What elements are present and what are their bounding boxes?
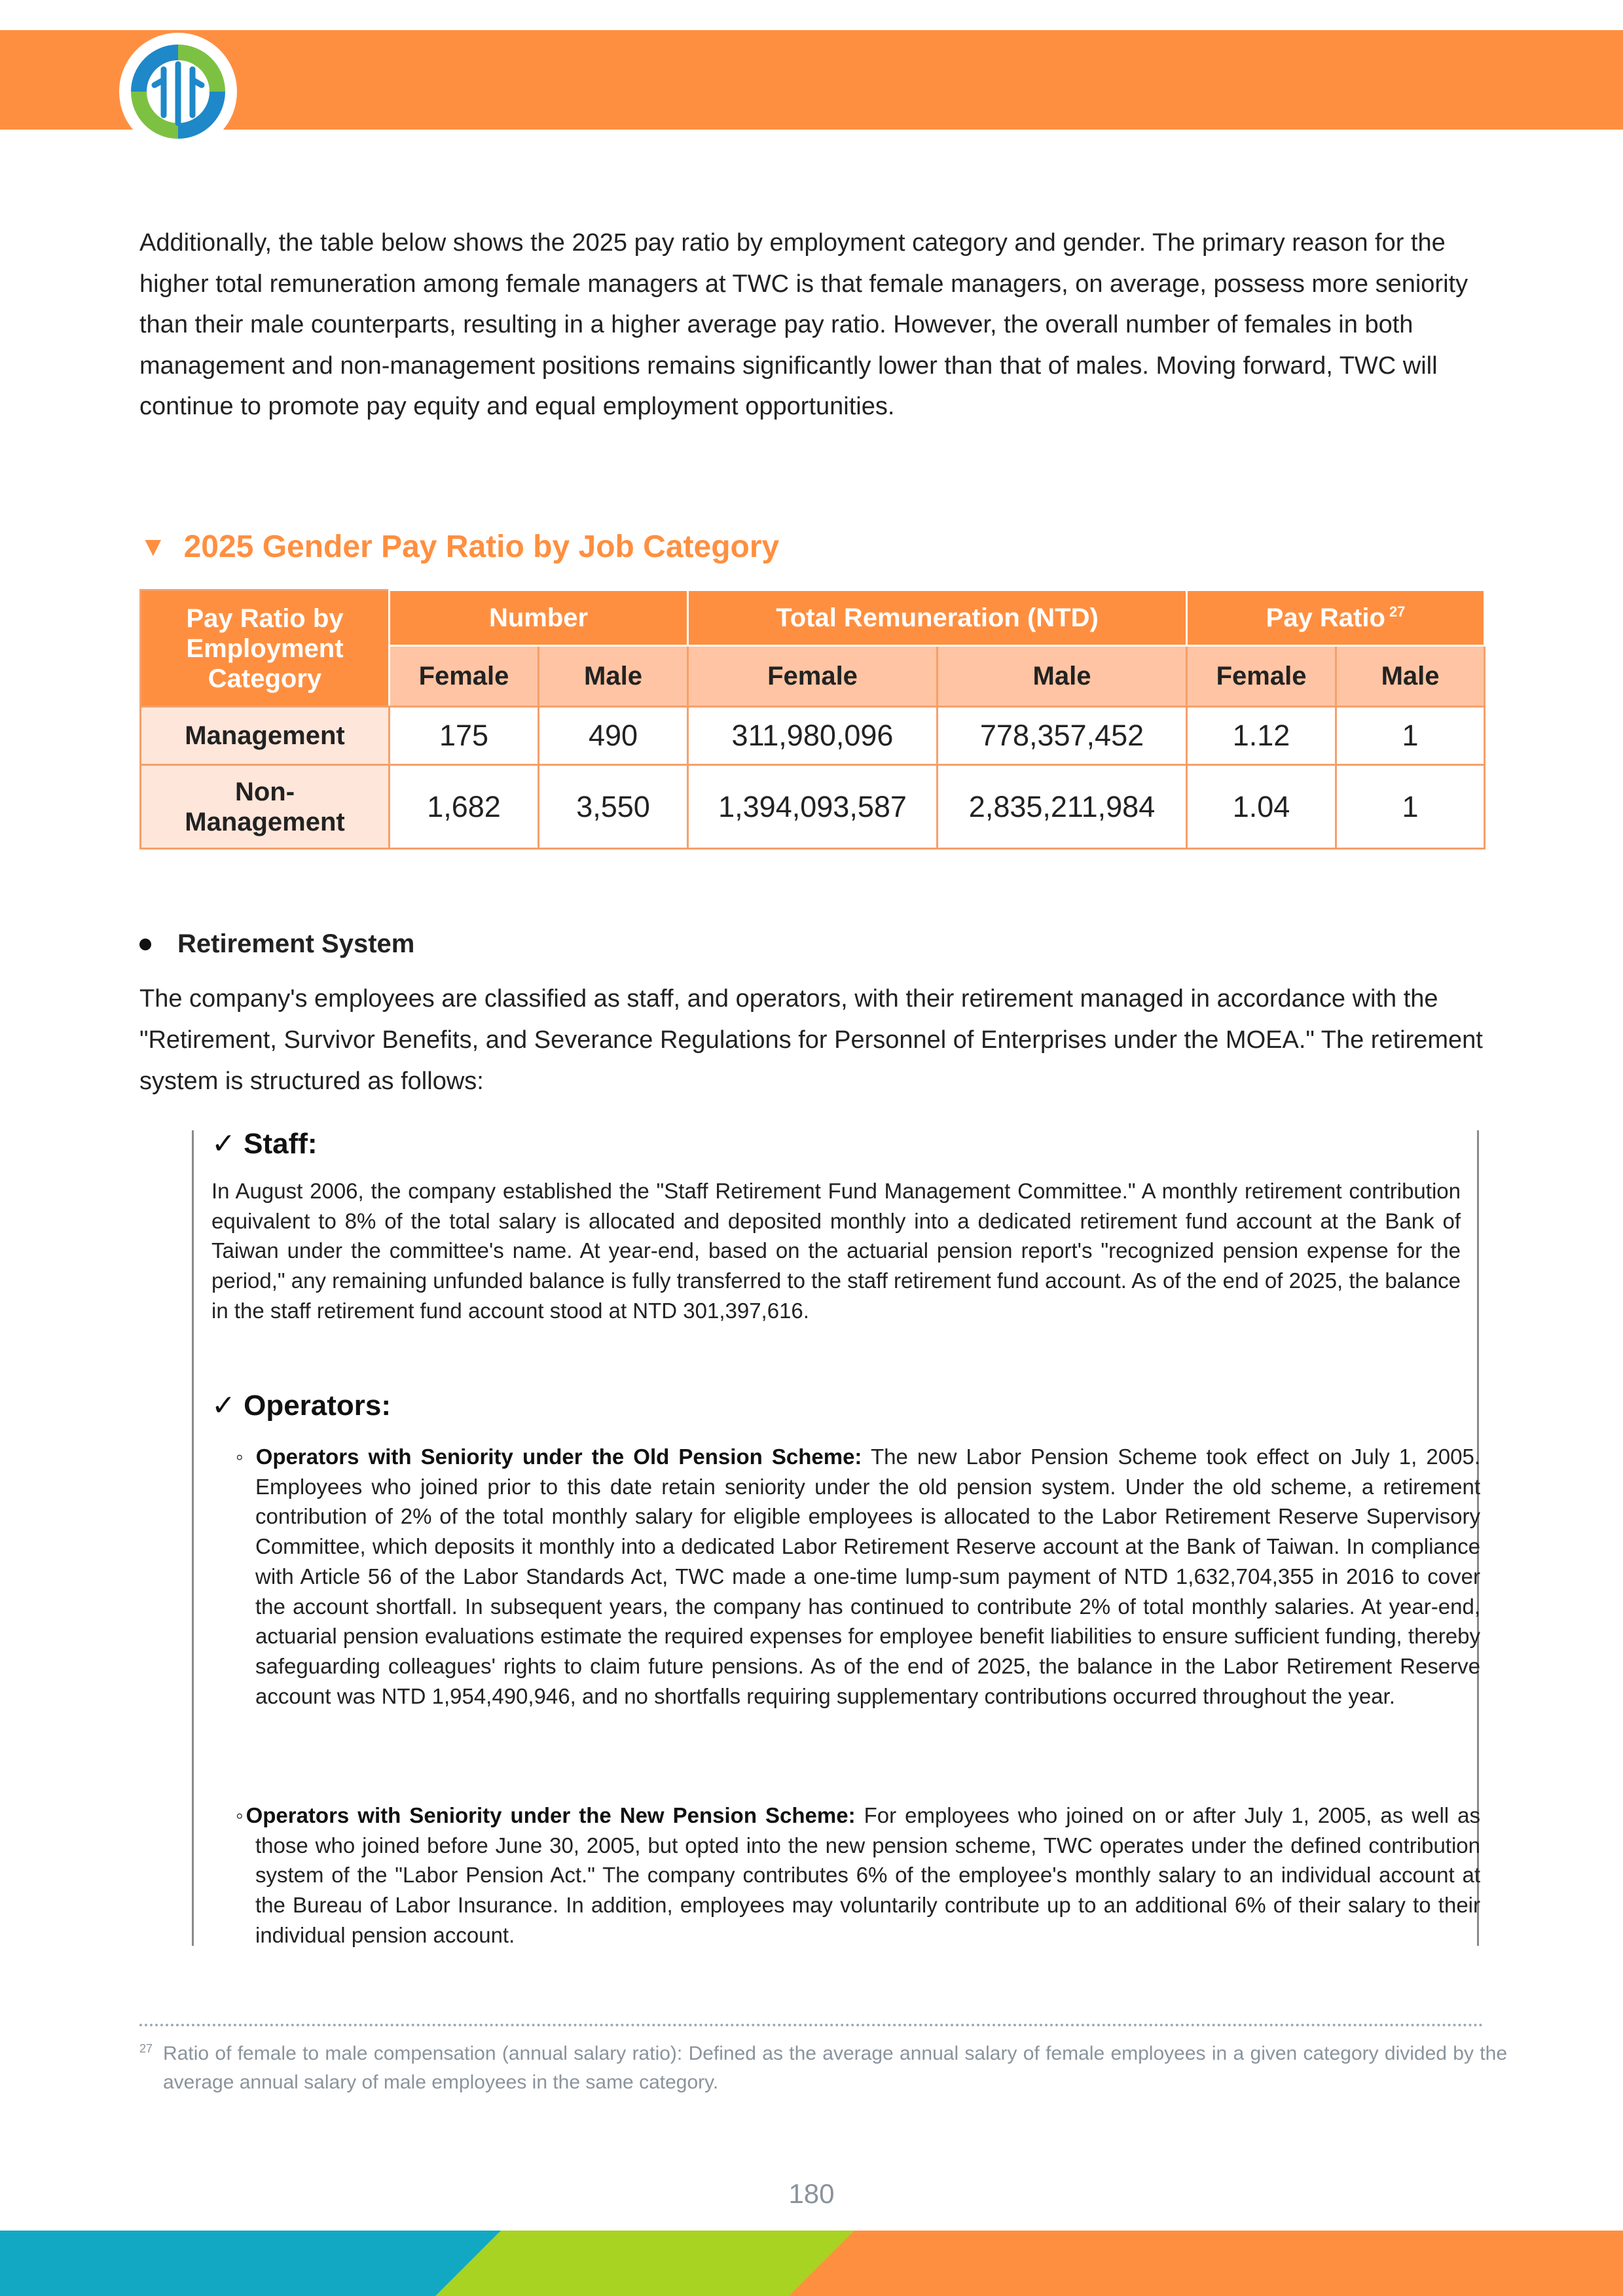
staff-heading: ✓ Staff: bbox=[211, 1128, 318, 1160]
subheader-number-male: Male bbox=[539, 646, 688, 707]
header-category: Pay Ratio by Employment Category bbox=[141, 590, 390, 707]
new-pension-text: For employees who joined on or after July 1, 2005, as well as those who joined before June 30, 2005, but opted into the new pension scheme, TWC operates under the defined contribution system of the "Labor Pension Act." The company contributes 6% of the employee's monthly salary to an individual account at the Bureau of Labor Insurance. In addition, employees may voluntarily contribute up to an additional 6% of their salary to their individual pension account. bbox=[255, 1803, 1480, 1947]
old-pension-item bbox=[236, 1442, 1480, 1711]
cell-number-male: 490 bbox=[539, 707, 688, 765]
new-pension-label: Operators with Seniority under the New Pension Scheme: bbox=[246, 1803, 856, 1827]
subheader-remuneration-female: Female bbox=[688, 646, 938, 707]
subheader-ratio-male: Male bbox=[1336, 646, 1485, 707]
row-category: Management bbox=[141, 707, 390, 765]
gender-pay-ratio-table bbox=[139, 589, 1486, 850]
cell-remuneration-female: 1,394,093,587 bbox=[688, 765, 938, 849]
subheader-remuneration-male: Male bbox=[938, 646, 1187, 707]
header-remuneration: Total Remuneration (NTD) bbox=[688, 590, 1187, 646]
retirement-heading bbox=[139, 929, 414, 959]
section-title bbox=[139, 524, 779, 569]
cell-ratio-female: 1.12 bbox=[1187, 707, 1336, 765]
table-row bbox=[141, 765, 1485, 849]
intro-paragraph: Additionally, the table below shows the 2025 pay ratio by employment category and gender. The primary reason for the higher total remuneration among female managers at TWC is that female managers, on average, possess more seniority than their male counterparts, resulting in a higher average pay ratio. However, the overall number of females in both management and non-management positions remains significantly lower than that of males. Moving forward, TWC will continue to promote pay equity and equal employment opportunities. bbox=[139, 229, 1468, 420]
cell-remuneration-male: 778,357,452 bbox=[938, 707, 1187, 765]
page-number: 180 bbox=[788, 2178, 835, 2209]
section-title-text: 2025 Gender Pay Ratio by Job Category bbox=[183, 529, 780, 564]
circle-bullet-icon: ◦ bbox=[236, 1803, 246, 1827]
cell-number-female: 175 bbox=[390, 707, 539, 765]
old-pension-text: The new Labor Pension Scheme took effect on July 1, 2005. Employees who joined prior to this date retain seniority under the old pension system. Under the old scheme, a retirement contribution of 2% of the total monthly salary for eligible employees is allocated to the Labor Retirement Reserve Supervisory Committee, which deposits it monthly into a dedicated Labor Retirement Reserve account at the Bank of Taiwan. In compliance with Article 56 of the Labor Standards Act, TWC made a one-time lump-sum payment of NTD 1,632,704,355 in 2016 to cover the account shortfall. In subsequent years, the company has continued to contribute 2% of total monthly salaries. At year-end, actuarial pension evaluations estimate the required expenses for employee benefit liabilities to ensure sufficient funding, thereby safeguarding colleagues' rights to claim future pensions. As of the end of 2025, the balance in the Labor Retirement Reserve account was NTD 1,954,490,946, and no shortfalls requiring supplementary contributions occurred throughout the year. bbox=[255, 1444, 1481, 1708]
circle-bullet-icon: ◦ bbox=[236, 1444, 247, 1469]
header-bar bbox=[0, 30, 1623, 130]
cell-ratio-male: 1 bbox=[1336, 707, 1485, 765]
old-pension-label: Operators with Seniority under the Old Pension Scheme: bbox=[255, 1444, 862, 1469]
cell-number-male: 3,550 bbox=[539, 765, 688, 849]
cell-remuneration-male: 2,835,211,984 bbox=[938, 765, 1187, 849]
cell-number-female: 1,682 bbox=[390, 765, 539, 849]
retirement-intro: The company's employees are classified as staff, and operators, with their retirement managed in accordance with the "Retirement, Survivor Benefits, and Severance Regulations for Personnel of Enterprises under the MOEA." The retirement system is structured as follows: bbox=[139, 985, 1483, 1095]
company-logo-icon bbox=[118, 31, 238, 152]
header-pay-ratio-text: Pay Ratio bbox=[1266, 603, 1385, 632]
footnote-ref: 27 bbox=[1389, 603, 1406, 620]
header-number: Number bbox=[390, 590, 688, 646]
table-row bbox=[141, 707, 1485, 765]
row-category: Non-Management bbox=[141, 765, 390, 849]
footnote-number: 27 bbox=[139, 2042, 153, 2055]
bullet-icon bbox=[139, 939, 151, 950]
staff-paragraph: In August 2006, the company established the "Staff Retirement Fund Management Committee." A monthly retirement contribution equivalent to 8% of the total salary is allocated and deposited monthly into a dedicated retirement fund account at the Bank of Taiwan under the committee's name. At year-end, based on the actuarial pension report's "recognized pension expense for the period," any remaining unfunded balance is fully transferred to the staff retirement fund account. As of the end of 2025, the balance in the staff retirement fund account stood at NTD 301,397,616. bbox=[211, 1179, 1461, 1323]
subheader-number-female: Female bbox=[390, 646, 539, 707]
cell-ratio-male: 1 bbox=[1336, 765, 1485, 849]
footnote bbox=[139, 2034, 1507, 2097]
cell-ratio-female: 1.04 bbox=[1187, 765, 1336, 849]
cell-remuneration-female: 311,980,096 bbox=[688, 707, 938, 765]
subheader-ratio-female: Female bbox=[1187, 646, 1336, 707]
header-pay-ratio bbox=[1187, 590, 1485, 646]
footer-color-bar bbox=[0, 2231, 1623, 2296]
operators-heading: ✓ Operators: bbox=[211, 1390, 392, 1422]
footnote-text: Ratio of female to male compensation (annual salary ratio): Defined as the average annual salary of female employees in a given category divided by the average annual salary of male employees in the same category. bbox=[163, 2043, 1507, 2093]
footnote-divider bbox=[139, 2024, 1484, 2026]
triangle-down-icon: ▼ bbox=[139, 531, 167, 562]
retirement-heading-text: Retirement System bbox=[177, 929, 415, 958]
new-pension-item bbox=[236, 1801, 1480, 1950]
